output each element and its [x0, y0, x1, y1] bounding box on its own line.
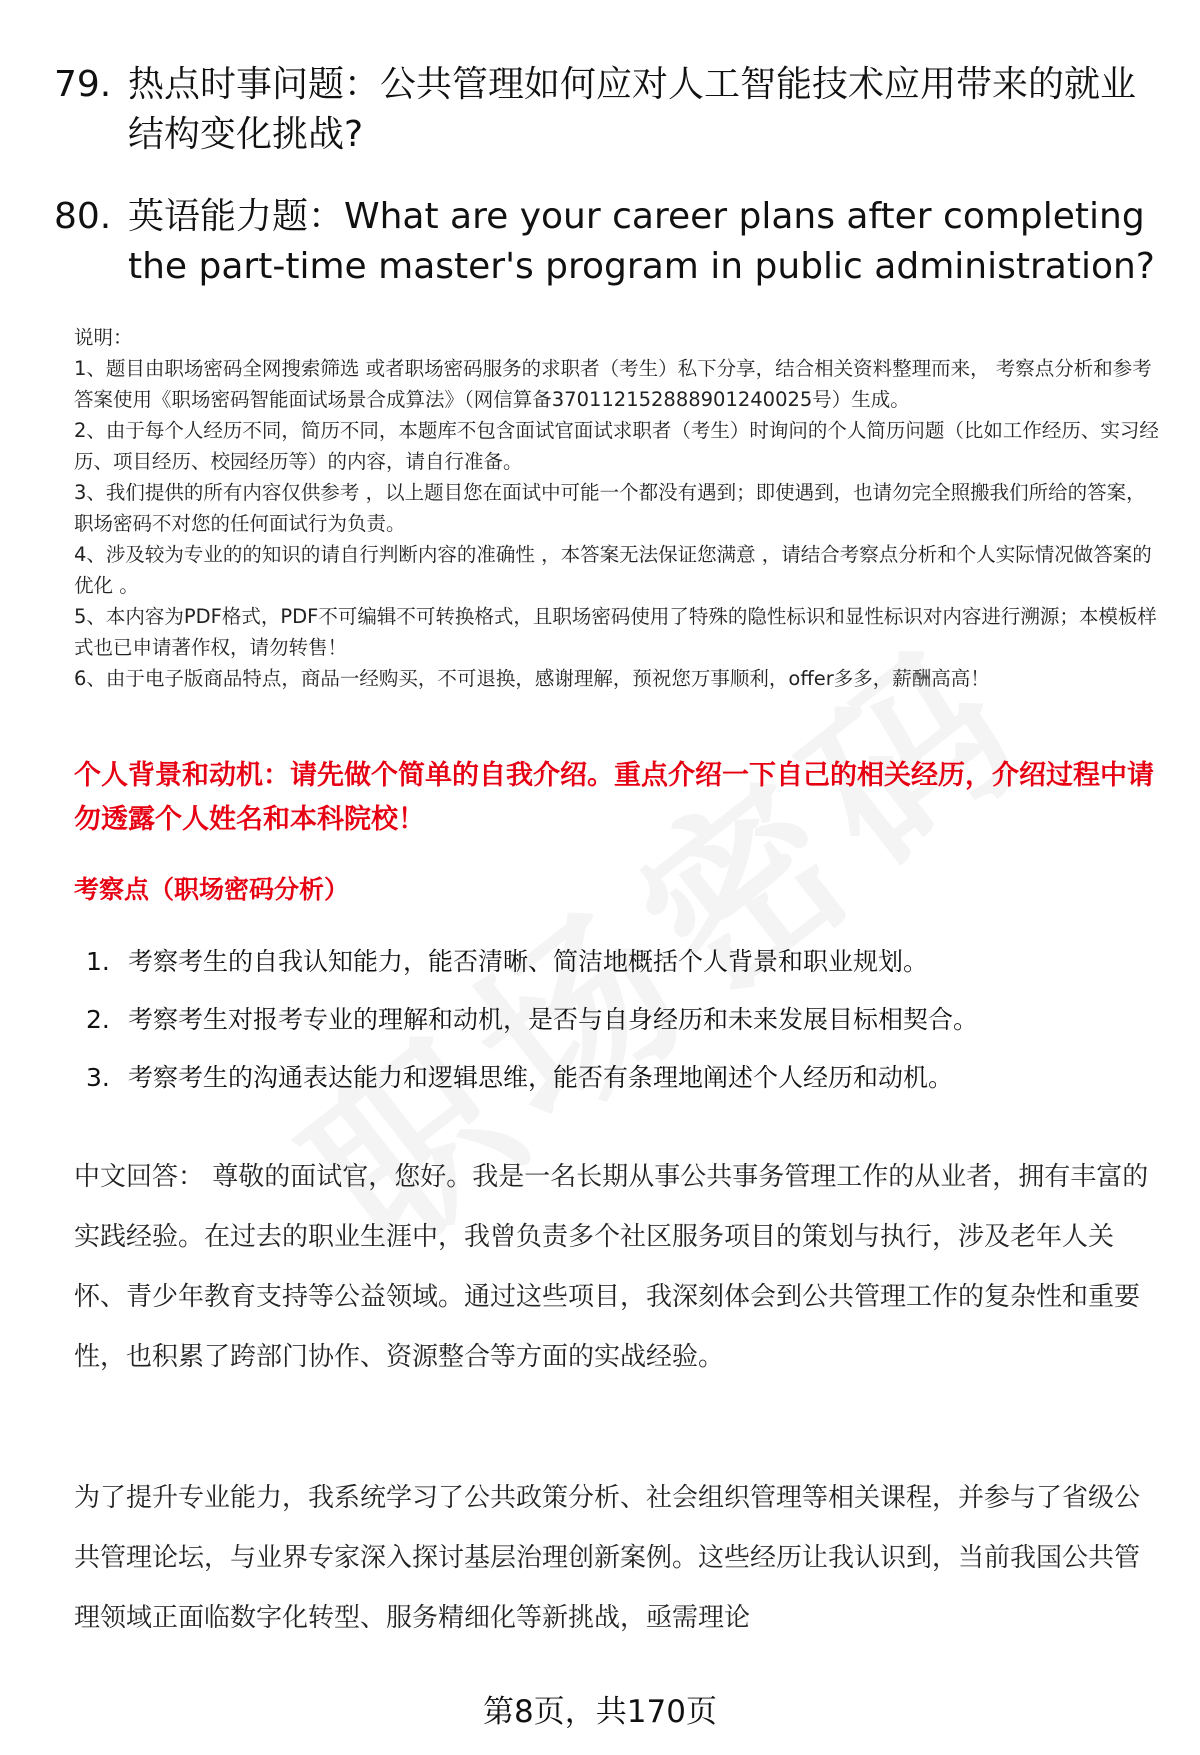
disclaimer-notes [74, 322, 1164, 694]
analysis-title: 考察点（职场密码分析） [74, 875, 350, 904]
list-item-number: 1. [86, 947, 110, 976]
list-item-number: 2. [86, 1005, 110, 1034]
answer-paragraph-1 [74, 1147, 1152, 1387]
note-item: 2、由于每个人经历不同，简历不同，本题库不包含面试官面试求职者（考生）时询问的个人简历问题（比如工作经历、实习经历、项目经历、校园经历等）的内容，请自行准备。 [74, 419, 1159, 473]
answer-paragraph-2 [74, 1468, 1152, 1648]
answer-text: 为了提升专业能力，我系统学习了公共政策分析、社会组织管理等相关课程，并参与了省级公共管理论坛，与业界专家深入探讨基层治理创新案例。这些经历让我认识到，当前我国公共管理领域正面临数字化转型、服务精细化等新挑战，亟需理论 [74, 1483, 1141, 1633]
note-item: 3、我们提供的所有内容仅供参考 ，以上题目您在面试中可能一个都没有遇到；即使遇到，也请勿完全照搬我们所给的答案，职场密码不对您的任何面试行为负责。 [74, 481, 1146, 535]
question-text: 热点时事问题：公共管理如何应对人工智能技术应用带来的就业结构变化挑战? [128, 64, 1137, 155]
list-item-number: 3. [86, 1063, 110, 1092]
page-footer: 第8页，共170页 [483, 1694, 717, 1730]
note-item: 5、本内容为PDF格式，PDF不可编辑不可转换格式，且职场密码使用了特殊的隐性标识和显性标识对内容进行溯源；本模板样式也已申请著作权，请勿转售！ [74, 605, 1157, 659]
question-number: 79. [54, 64, 112, 105]
list-item [86, 1058, 1166, 1098]
question-text: 英语能力题：What are your career plans after completing the part-time master's program in public administration? [128, 196, 1155, 287]
list-item [86, 942, 1166, 982]
list-item-text: 考察考生的沟通表达能力和逻辑思维，能否有条理地阐述个人经历和动机。 [128, 1063, 954, 1092]
answer-text: 中文回答： 尊敬的面试官，您好。我是一名长期从事公共事务管理工作的从业者，拥有丰富的实践经验。在过去的职业生涯中，我曾负责多个社区服务项目的策划与执行，涉及老年人关怀、青少年教育支持等公益领域。通过这些项目，我深刻体会到公共管理工作的复杂性和重要性，也积累了跨部门协作、资源整合等方面的实战经验。 [74, 1162, 1149, 1372]
section-title: 个人背景和动机：请先做个简单的自我介绍。重点介绍一下自己的相关经历，介绍过程中请勿透露个人姓名和本科院校！ [74, 760, 1154, 835]
list-item-text: 考察考生对报考专业的理解和动机，是否与自身经历和未来发展目标相契合。 [128, 1005, 979, 1034]
question-number: 80. [54, 196, 112, 237]
list-item [86, 1000, 1166, 1040]
list-item-text: 考察考生的自我认知能力，能否清晰、简洁地概括个人背景和职业规划。 [128, 947, 929, 976]
note-item: 6、由于电子版商品特点，商品一经购买，不可退换，感谢理解，预祝您万事顺利，offer多多，薪酬高高！ [74, 667, 990, 690]
note-item: 1、题目由职场密码全网搜索筛选 或者职场密码服务的求职者（考生）私下分享，结合相关资料整理而来， 考察点分析和参考答案使用《职场密码智能面试场景合成算法》（网信算备370112152888901240025号）生成。 [74, 357, 1152, 411]
note-item: 4、涉及较为专业的的知识的请自行判断内容的准确性 ，本答案无法保证您满意 ，请结合考察点分析和个人实际情况做答案的优化 。 [74, 543, 1152, 597]
notes-title: 说明： [74, 326, 133, 349]
